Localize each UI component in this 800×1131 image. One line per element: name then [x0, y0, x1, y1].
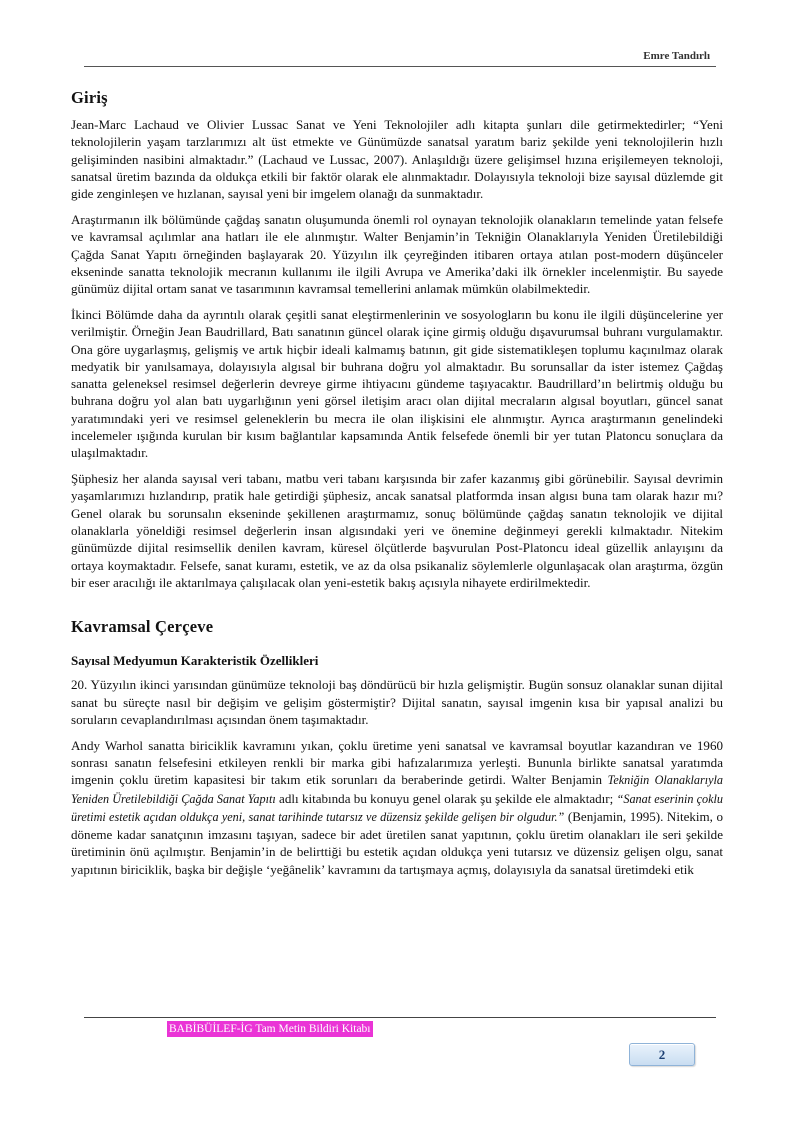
page-number-badge: 2	[629, 1043, 695, 1066]
paragraph: Araştırmanın ilk bölümünde çağdaş sanatın oluşumunda önemli rol oynayan teknolojik olanakların temelinde yatan felsefe ve kavramsal açılımlar ana hatları ile ele alınmıştır. Walter Benjamin’in Tekniğin Olanaklarıyla Yeniden Üretilebildiği Çağda Sanat Yapıtı örneğinden başlayarak 20. Yüzyılın ilk çeyreğinden itibaren ortaya atılan post-modern düşünceler ekseninde sanatta teknolojik mecranın kullanımı ile ilgili Avrupa ve Amerika’daki ilk örnekler incelenmiştir. Bu sayede günümüz dijital ortam sanat ve tasarımının kavramsal temellerini anlamak mümkün olabilmektedir.	[71, 211, 723, 297]
paragraph-text: Andy Warhol sanatta biriciklik kavramını yıkan, çoklu üretime yeni sanatsal ve kavramsal boyutlar kazandıran ve 1960 sonrası sanatın felsefesini etkileyen renkli bir marka gibi hafızalarımıza yerleşti. Bununla birlikte sanatsal yaratımda imgenin çoklu üretim kapasitesi bir takım etik sorunları da beraberinde getirdi. Walter Benjamin	[71, 737, 723, 788]
paragraph	[71, 737, 723, 878]
paragraph: İkinci Bölümde daha da ayrıntılı olarak çeşitli sanat eleştirmenlerinin ve sosyologların bu konu ile ilgili düşüncelerine yer verilmiştir. Örneğin Jean Baudrillard, Batı sanatının güncel olarak içine girmiş olduğu dışavurumsal buhranı vurgulamaktır. Ona göre uygarlaşmış, gelişmiş ve artık hiçbir ideali kalmamış batının, git gide sistematikleşen toplumu kaçınılmaz olarak medyatik bir yanılsamaya, dolayısıyla algısal bir buhrana doğru yol almaktadır. Bu sorunsallar da ister istemez Çağdaş sanatta geleneksel resimsel değerlerin devreye girme ihtiyacını gündeme taşıyacaktır. Baudrillard’ın belirtmiş olduğu bu buhrana doğru yol alan batı uygarlığının yeni görsel iletişim aracı olan dijital mecraların algısal boyutları, güncel sanat yaratımındaki yeri ve resimsel geleneklerin bu mecra ile olan ilişkisini ele alınmıştır. Ayrıca araştırmanın genelindeki incelemeler ışığında kurulan bir kısım bağlantılar kapsamında Antik felsefede önemli bir yer tutan Platoncu sonuçlara da ulaşılmaktadır.	[71, 306, 723, 461]
paragraph: 20. Yüzyılın ikinci yarısından günümüze teknoloji baş döndürücü bir hızla gelişmiştir. Bugün sonsuz olanaklar sunan dijital sanat bu süreçte nasıl bir değişim ve gelişim göstermiştir? Dijital sanatın, sayısal imgenin kısa bir yapısal analizi bu soruların cevaplandırılması açısından önem taşımaktadır.	[71, 677, 723, 727]
paragraph: Şüphesiz her alanda sayısal veri tabanı, matbu veri tabanı karşısında bir zafer kazanmış gibi görünebilir. Sayısal devrimin yaşamlarımızı hızlandırıp, pratik hale getirdiği şüphesiz, ancak sanatsal platformda insan algısı buna tam olarak hazır mı? Genel olarak bu sorunsalın ekseninde şekillenen araştırmamız, sonuç bölümünde çağdaş sanatın teknolojik ve dijital olanaklarla yöneldiği resimsel değerlerin insan algısındaki yeri ve önemine değinmeyi gerekli kılmaktadır. Nitekim günümüzde dijital resimsellik denilen kavram, küresel ölçütlerde başvurulan Post-Platoncu ideal güzellik anlayışını da ortaya koymaktadır. Felsefe, sanat kuramı, estetik, ve az da olsa psikanaliz söylemlerle olgunlaşacak olan araştırma, özgün bir eser aracılığı ile aktarılmaya çalışılacak olan yeni-estetik bakış açısıyla nihayete erdirilmektedir.	[71, 471, 723, 590]
book-title: Tekniğin Olanaklarıyla Yeniden Üretilebildiği Çağda Sanat Yapıtı	[71, 773, 723, 806]
section-title-kavramsal-cerceve: Kavramsal Çerçeve	[71, 617, 214, 637]
running-header-author: Emre Tandırlı	[643, 50, 710, 62]
paragraph-text: adlı kitabında bu konuyu genel olarak şu şekilde ele almaktadır;	[275, 790, 617, 806]
section-title-giris: Giriş	[71, 88, 108, 107]
paragraph-text: (Benjamin, 1995). Nitekim, o döneme kadar sanatçının imzasını taşıyan, sadece bir adet üretilen sanat yapıtının, çoklu üretim olanakları ile seri şekilde üretiminin önü açılmıştır. Benjamin’in de belirttiği bu estetik açıdan oldukça yeni tutarsız ve düzensiz gelişen olgu, sanat yapıtının biriciklik, başka bir değişle ‘yeğânelik’ kavramını da tartışmaya açmış, dolayısıyla da sanatsal üretimdeki etik	[71, 808, 723, 877]
page-body	[71, 88, 723, 886]
subsection-title: Sayısal Medyumun Karakteristik Özellikleri	[71, 653, 319, 669]
quotation: “Sanat eserinin çoklu üretimi estetik açıdan oldukça yeni, sanat tarihinde tutarsız ve düzensiz şekilde gelişen bir olgudur.”	[71, 791, 723, 824]
header-divider	[84, 66, 716, 67]
footer-proceedings-label: BABİBÜİLEF-İG Tam Metin Bildiri Kitabı	[169, 1023, 371, 1035]
footer-divider	[84, 1017, 716, 1018]
paragraph: Jean-Marc Lachaud ve Olivier Lussac Sanat ve Yeni Teknolojiler adlı kitapta şunları dile getirmektedirler; “Yeni teknolojilerin yaşam tarzlarımızı alt üst etmekte ve Günümüzde sanatsal yaratım bariz şekilde yeni teknolojilerin hızlı gelişiminden nasibini almaktadır.” (Lachaud ve Lussac, 2007). Anlaşıldığı üzere gelişimsel hızına erişilemeyen teknoloji, sanatsal üretim bazında da oldukça etkili bir faktör olarak ele alınmaktadır. Dolayısıyla teknoloji bize sayısal düzlemde git gide zenginleşen ve hızlanan, sayısal yeni bir imgelem olanağı da sunmaktadır.	[71, 117, 723, 202]
